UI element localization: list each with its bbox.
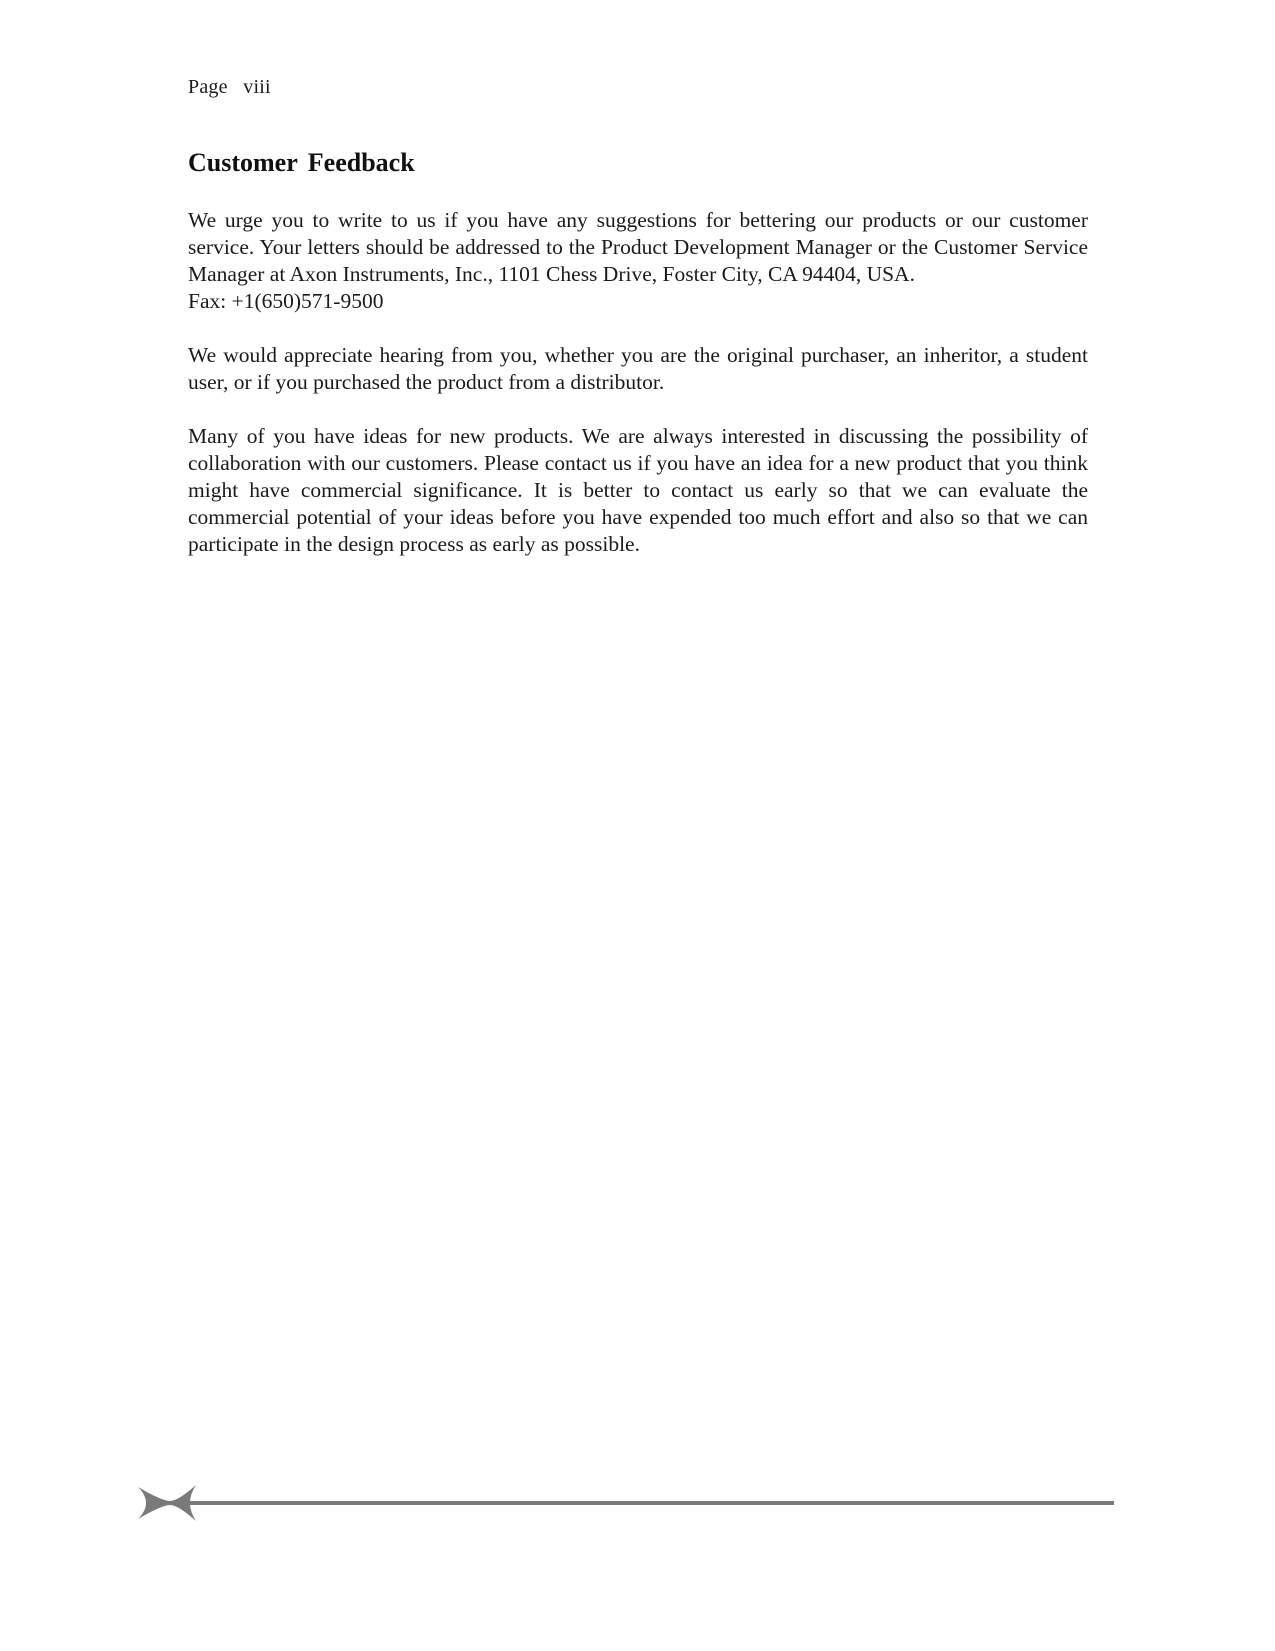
page-number: Page viii xyxy=(188,76,271,98)
body-text xyxy=(188,207,1088,585)
footer-rule xyxy=(136,1483,1116,1523)
axon-star-icon xyxy=(138,1485,196,1521)
section-title: Customer Feedback xyxy=(188,148,415,177)
paragraph-collaboration: Many of you have ideas for new products. We are always interested in discussing the possibility of collaboration with our customers. Please contact us if you have an idea for a new product that you think might have commercial significance. It is better to contact us early so that we can evaluate the commercial potential of your ideas before you have expended too much effort and also so that we can participate in the design process as early as possible. xyxy=(188,424,1088,556)
paragraph-contact: We urge you to write to us if you have any suggestions for bettering our products or our customer service. Your letters should be addressed to the Product Development Manager or the Customer Service Manager at Axon Instruments, Inc., 1101 Chess Drive, Foster City, CA 94404, USA. Fax: +1(650)571-9500 xyxy=(188,208,1088,313)
paragraph-appreciation: We would appreciate hearing from you, whether you are the original purchaser, an inheritor, a student user, or if you purchased the product from a distributor. xyxy=(188,343,1088,394)
footer-rule-line xyxy=(166,1501,1114,1505)
